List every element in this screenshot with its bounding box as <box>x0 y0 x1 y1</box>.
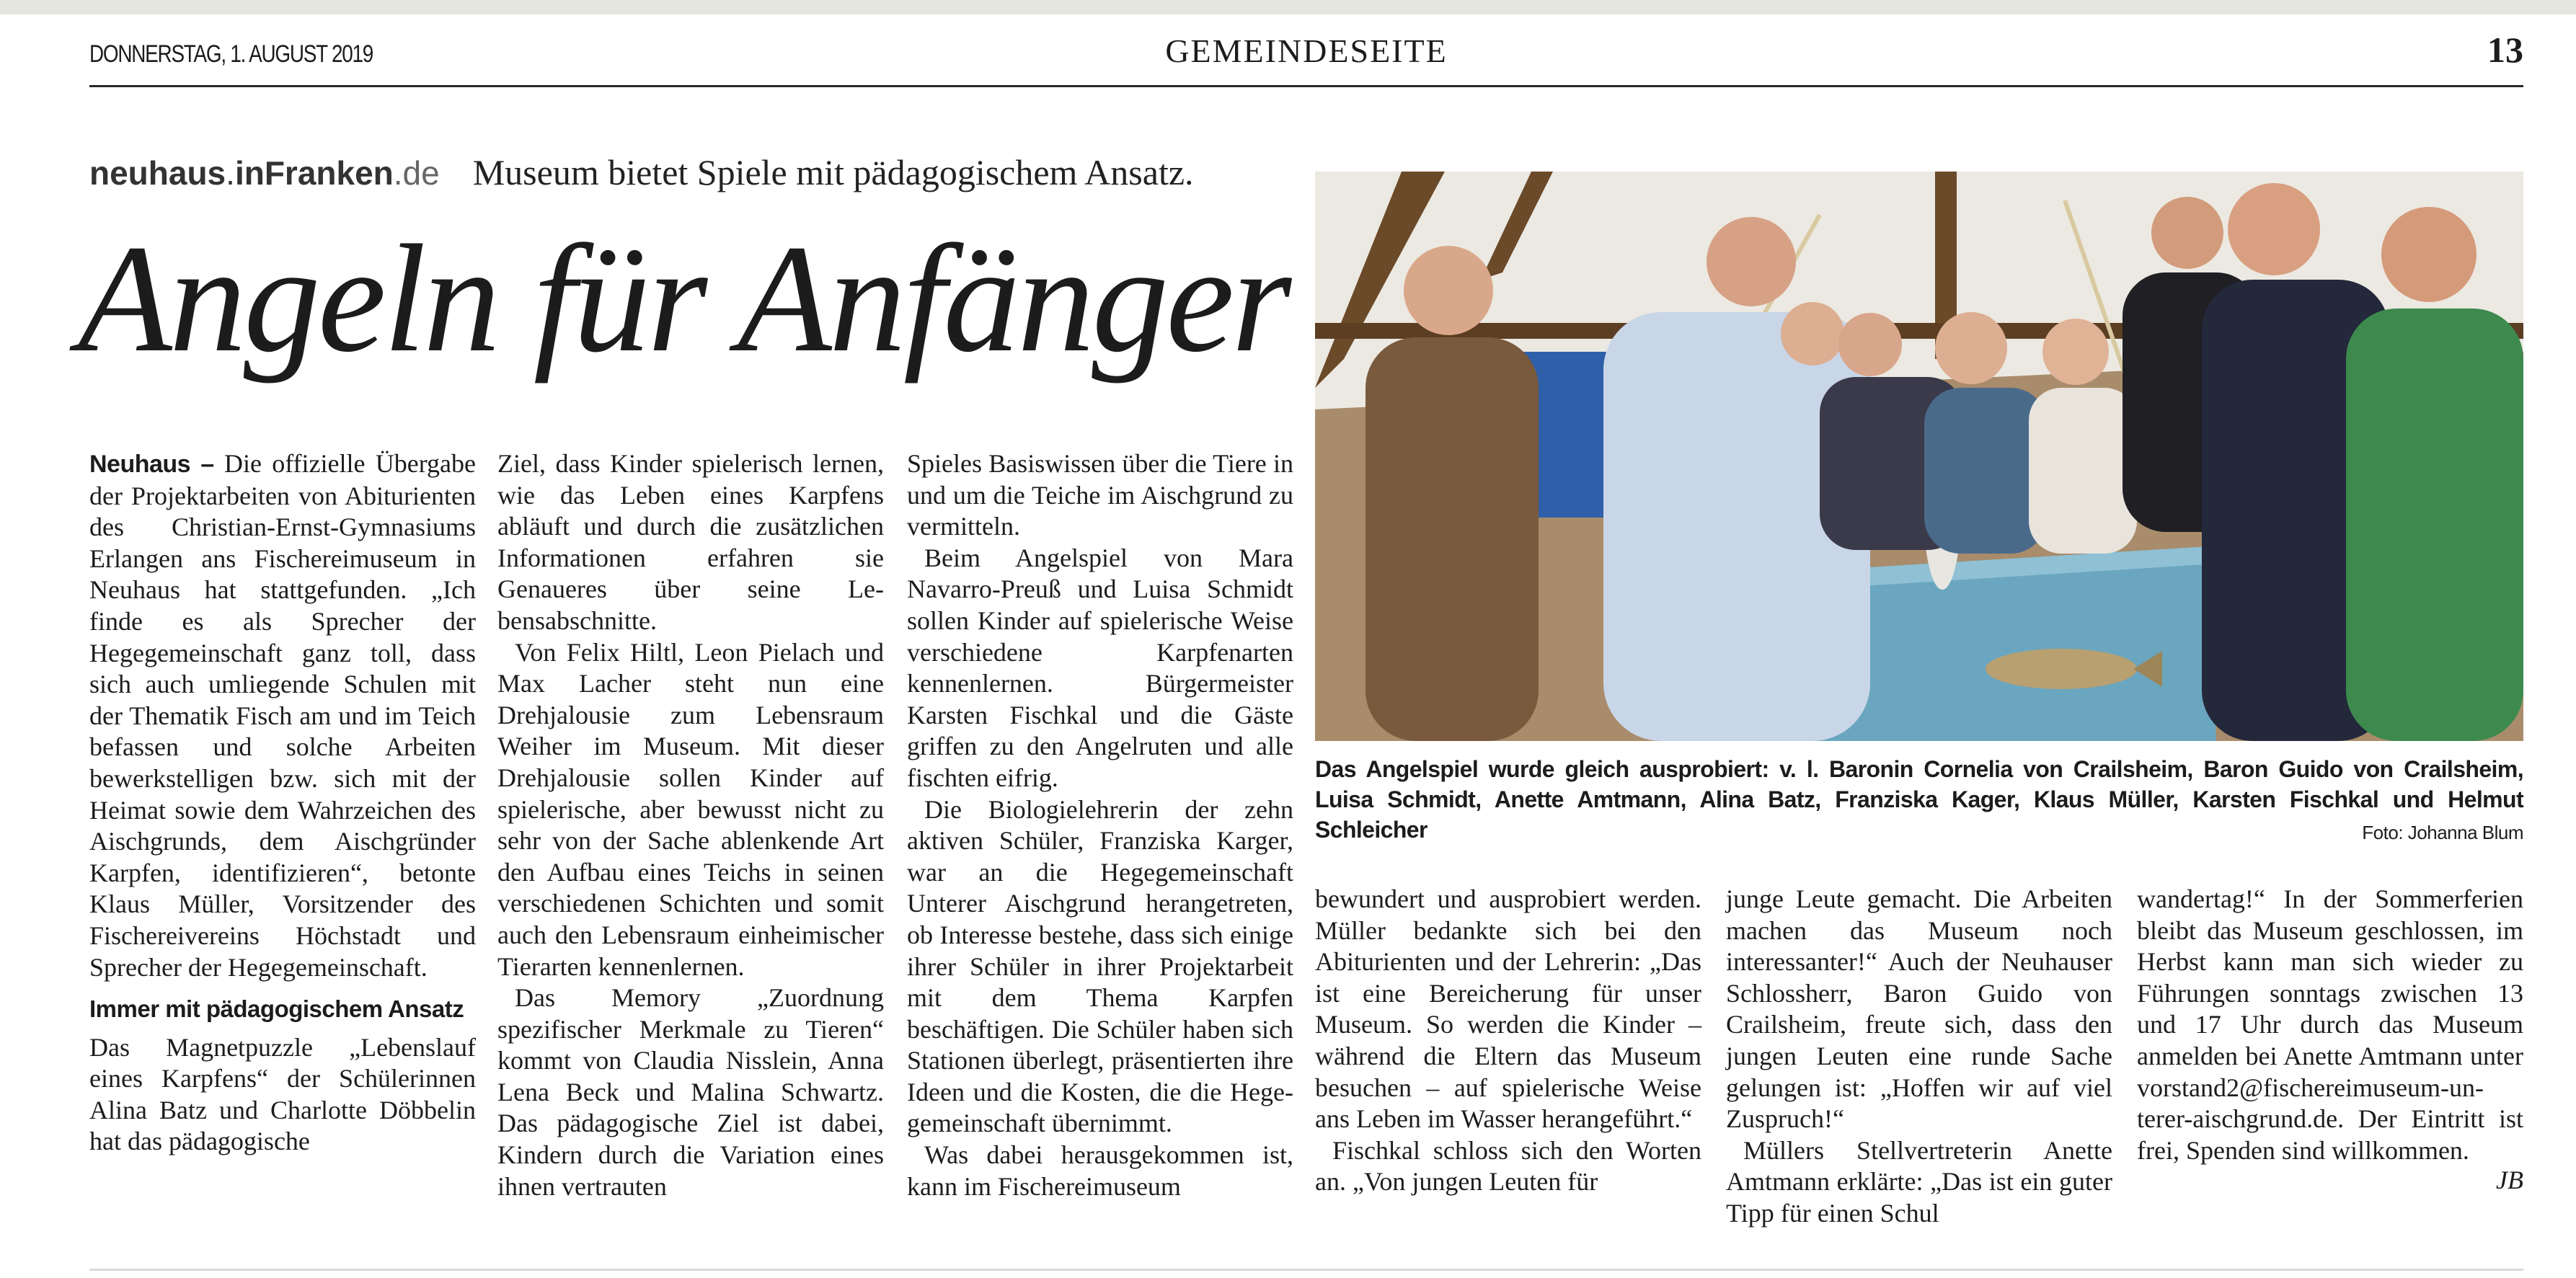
article-paragraph: Das Magnetpuzzle „Lebenslauf eines Karpfens“ der Schülerinnen Alina Batz und Charlotte Döbbelin hat das pädagogische <box>89 1032 476 1156</box>
photo-caption: Das Angelspiel wurde gleich ausprobiert: v. l. Baronin Cornelia von Crailsheim, Baron Guido von Crailsheim, Luisa Schmidt, Anette Amtmann, Alina Batz, Franziska Kager, Klaus Müller, Karsten Fischkal und Helmut Schleicher <box>1315 756 2523 843</box>
article-column-6 <box>2137 884 2523 1197</box>
kicker-line <box>89 151 1194 202</box>
photo-person-body <box>1924 388 2047 554</box>
photo-person-head <box>1781 302 1844 365</box>
article-paragraph: Das Memory „Zuordnung spezifischer Merkmale zu Tieren“ kommt von Claudia Nisslein, Anna Lena Beck und Malina Schwartz. Das pädagogische Ziel ist dabei, Kindern durch die Variation eines ihnen vertrauten <box>497 983 884 1201</box>
section-title: GEMEINDESEITE <box>1165 32 1448 69</box>
article-column-5 <box>1726 884 2112 1230</box>
article-paragraph: Neuhaus – Die offizielle Übergabe der Projektarbeiten von Abiturienten des Christian-Ernst-Gymnasiums Erlangen ans Fischereimuseum in Neuhaus hat stattgefunden. „Ich finde es als Sprecher der Hegegemeinschaft ganz toll, dass sich auch umliegende Schulen mit der Thematik Fisch am und im Teich befassen und solche Arbeiten bewerkstelligen bzw. sich mit der Heimat sowie dem Wahrzeichen des Aischgrunds, dem Aischgründer Karpfen, identifizieren“, betonte Klaus Müller, Vorsitzender des Fischereivereins Höchstadt und Sprecher der Hegegemeinschaft. <box>89 449 476 982</box>
photo-person-head <box>2042 319 2109 385</box>
top-band <box>0 0 2576 14</box>
article-paragraph: Beim Angelspiel von Mara Navarro-Preuß und Luisa Schmidt sollen Kinder auf spielerische Weise verschiedene Karpfenarten kennenlernen. Bürgermeister Karsten Fischkal und die Gäste griffen zu den Angelruten und alle fischten eifrig. <box>907 543 1293 792</box>
article-paragraph: Die Biologielehrerin der zehn aktiven Schüler, Franziska Karger, war an die Hegegemeinschaft Unterer Aischgrund herangetreten, ob Interesse bestehe, dass sich einige ihrer Schüler in ihrer Projektarbeit mit dem Thema Karpfen beschäftigen. Die Schüler haben sich Stationen überlegt, präsentierten ihre Ideen und die Kosten, die die Hegegemeinschaft übernimmt. <box>907 794 1293 1138</box>
article-paragraph: Spieles Basiswissen über die Tiere in und um die Teiche im Aischgrund zu vermitteln. <box>907 449 1293 541</box>
photo-person-head <box>1404 246 1493 335</box>
photo-person-body <box>2346 309 2523 741</box>
article-column-4 <box>1315 884 1701 1198</box>
author-signature: JB <box>2496 1166 2523 1195</box>
article-paragraph: wandertag!“ In der Sommerferien bleibt das Museum geschlossen, im Herbst kann man sich wieder zu Führungen sonntags zwischen 13 und 17 Uhr durch das Museum anmelden bei Anette Amtmann unter vorstand2@fischereimuseum-unterer-aischgrund.de. Der Eintritt ist frei, Spenden sind willkommen. <box>2137 884 2523 1165</box>
photo-person-body <box>1366 337 1539 741</box>
bottom-rule <box>89 1269 2523 1271</box>
page-header <box>89 29 2523 87</box>
brand-logo[interactable]: neuhaus.inFranken.de <box>89 154 440 192</box>
article-paragraph: Müllers Stellvertreterin Anette Amtmann erklärte: „Das ist ein guter Tipp für einen Schul <box>1726 1135 2112 1228</box>
article-paragraph: Was dabei herausgekommen ist, kann im Fischereimuseum <box>907 1140 1293 1201</box>
article-paragraph: Ziel, dass Kinder spielerisch lernen, wie das Leben eines Karpfens abläuft und durch die zusätzlichen Informationen erfahren sie Genaueres über seine Lebensabschnitte. <box>497 449 884 635</box>
headline: Angeln für Anfänger <box>78 213 1289 384</box>
article-paragraph: Von Felix Hiltl, Leon Pielach und Max Lacher steht nun eine Drehjalousie zum Lebensraum Weiher im Museum. Mit dieser Drehjalousie sollen Kinder auf spielerische, aber bewusst nicht zu sehr von der Sache ablenkende Art den Aufbau eines Teichs in seinen verschiedenen Schichten und somit auch den Lebensraum einheimischer Tierarten kennenlernen. <box>497 637 884 981</box>
photo-illustration <box>1315 172 2523 741</box>
article-column-2 <box>497 448 884 1202</box>
article-paragraph: bewundert und ausprobiert werden. Müller bedankte sich bei den Abiturienten und der Lehrerin: „Das ist eine Bereicherung für unser Museum. So werden die Kinder – während die Eltern das Museum besuchen – auf spielerische Weise ans Leben im Wasser herangeführt.“ <box>1315 884 1701 1134</box>
article-photo <box>1315 172 2523 741</box>
subheading: Immer mit pädagogischem Ansatz <box>89 995 464 1023</box>
photo-person-head <box>1838 313 1902 376</box>
dateline: Neuhaus – <box>89 451 214 478</box>
article-paragraph: Fischkal schloss sich den Worten an. „Von jungen Leuten für <box>1315 1135 1701 1197</box>
article-column-3 <box>907 448 1293 1202</box>
photo-person-head <box>1707 217 1796 306</box>
issue-date: DONNERSTAG, 1. AUGUST 2019 <box>89 40 373 68</box>
kicker-text: Museum bietet Spiele mit pädagogischem Ansatz. <box>472 152 1194 192</box>
article-paragraph: junge Leute gemacht. Die Arbeiten machen das Museum noch interessanter!“ Auch der Neuhauser Schlossherr, Baron Guido von Crailsheim, freute sich, dass den jungen Leuten eine runde Sache gelungen ist: „Hoffen wir auf viel Zuspruch!“ <box>1726 884 2112 1134</box>
photo-toy-fish <box>1986 649 2137 689</box>
photo-person-head <box>2151 197 2223 269</box>
photo-person-head <box>1935 312 2007 384</box>
photo-person-head <box>2381 207 2477 302</box>
photo-person-head <box>2228 183 2320 275</box>
photo-credit: Foto: Johanna Blum <box>2362 822 2523 843</box>
photo-person-body <box>2029 388 2137 554</box>
page-number: 13 <box>2487 30 2523 70</box>
article-column-1 <box>89 448 476 1158</box>
